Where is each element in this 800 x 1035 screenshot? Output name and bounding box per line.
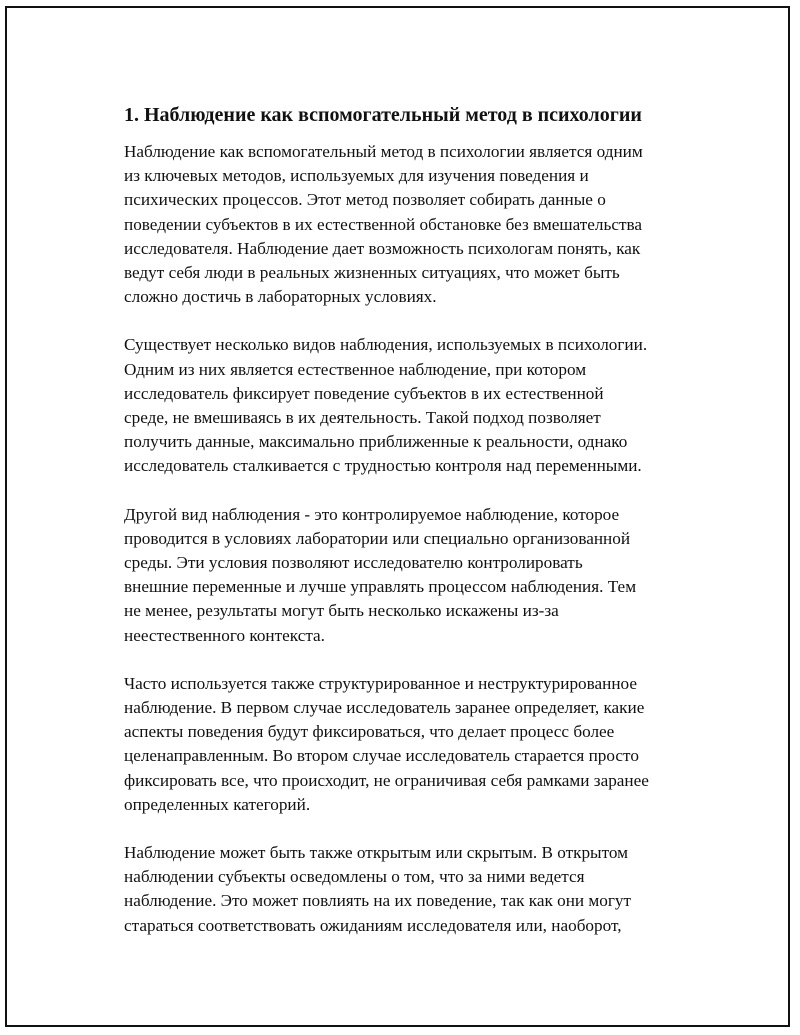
text-line: внешние переменные и лучше управлять процессом наблюдения. Тем — [124, 577, 637, 597]
text-line: не менее, результаты могут быть несколько искажены из-за — [124, 601, 559, 621]
text-line: исследователь сталкивается с трудностью контроля над переменными. — [124, 456, 642, 476]
text-line: Наблюдение может быть также открытым или скрытым. В открытом — [124, 843, 629, 863]
text-line: наблюдение. В первом случае исследователь заранее определяет, какие — [124, 698, 645, 718]
text-line: среды. Эти условия позволяют исследователю контролировать — [124, 553, 583, 573]
page-frame — [5, 6, 790, 1027]
text-line: среде, не вмешиваясь в их деятельность. Такой подход позволяет — [124, 408, 601, 428]
text-line: фиксировать все, что происходит, не ограничивая себя рамками заранее — [124, 770, 649, 790]
paragraph — [124, 503, 699, 648]
text-line: проводится в условиях лаборатории или специально организованной — [124, 528, 631, 548]
text-line: поведении субъектов в их естественной обстановке без вмешательства — [124, 214, 642, 234]
text-line: сложно достичь в лабораторных условиях. — [124, 287, 437, 307]
text-line: исследователя. Наблюдение дает возможность психологам понять, как — [124, 238, 641, 258]
text-line: аспекты поведения будут фиксироваться, что делает процесс более — [124, 722, 615, 742]
paragraph — [124, 672, 699, 817]
paragraph — [124, 841, 699, 938]
text-line: исследователь фиксирует поведение субъектов в их естественной — [124, 383, 604, 403]
text-line: стараться соответствовать ожиданиям исследователя или, наоборот, — [124, 915, 622, 935]
text-line: целенаправленным. Во втором случае исследователь старается просто — [124, 746, 639, 766]
text-line: ведут себя люди в реальных жизненных ситуациях, что может быть — [124, 263, 620, 283]
text-line: Одним из них является естественное наблюдение, при котором — [124, 359, 587, 379]
text-line: неестественного контекста. — [124, 625, 325, 645]
paragraph — [124, 140, 699, 309]
text-line: наблюдение. Это может повлиять на их поведение, так как они могут — [124, 891, 632, 911]
text-line: Наблюдение как вспомогательный метод в психологии является одним — [124, 142, 643, 161]
page-title: 1. Наблюдение как вспомогательный метод в психологии — [124, 104, 642, 126]
text-line: наблюдении субъекты осведомлены о том, что за ними ведется — [124, 867, 585, 887]
text-line: Другой вид наблюдения - это контролируемое наблюдение, которое — [124, 504, 620, 524]
paragraph — [124, 333, 699, 478]
text-line: Часто используется также структурированное и неструктурированное — [124, 673, 637, 693]
document-body — [124, 102, 699, 962]
text-line: из ключевых методов, используемых для изучения поведения и — [124, 166, 589, 186]
text-line: психических процессов. Этот метод позволяет собирать данные о — [124, 190, 606, 210]
text-line: получить данные, максимально приближенные к реальности, однако — [124, 432, 628, 452]
text-line: Существует несколько видов наблюдения, используемых в психологии. — [124, 335, 648, 355]
text-line: определенных категорий. — [124, 794, 311, 814]
